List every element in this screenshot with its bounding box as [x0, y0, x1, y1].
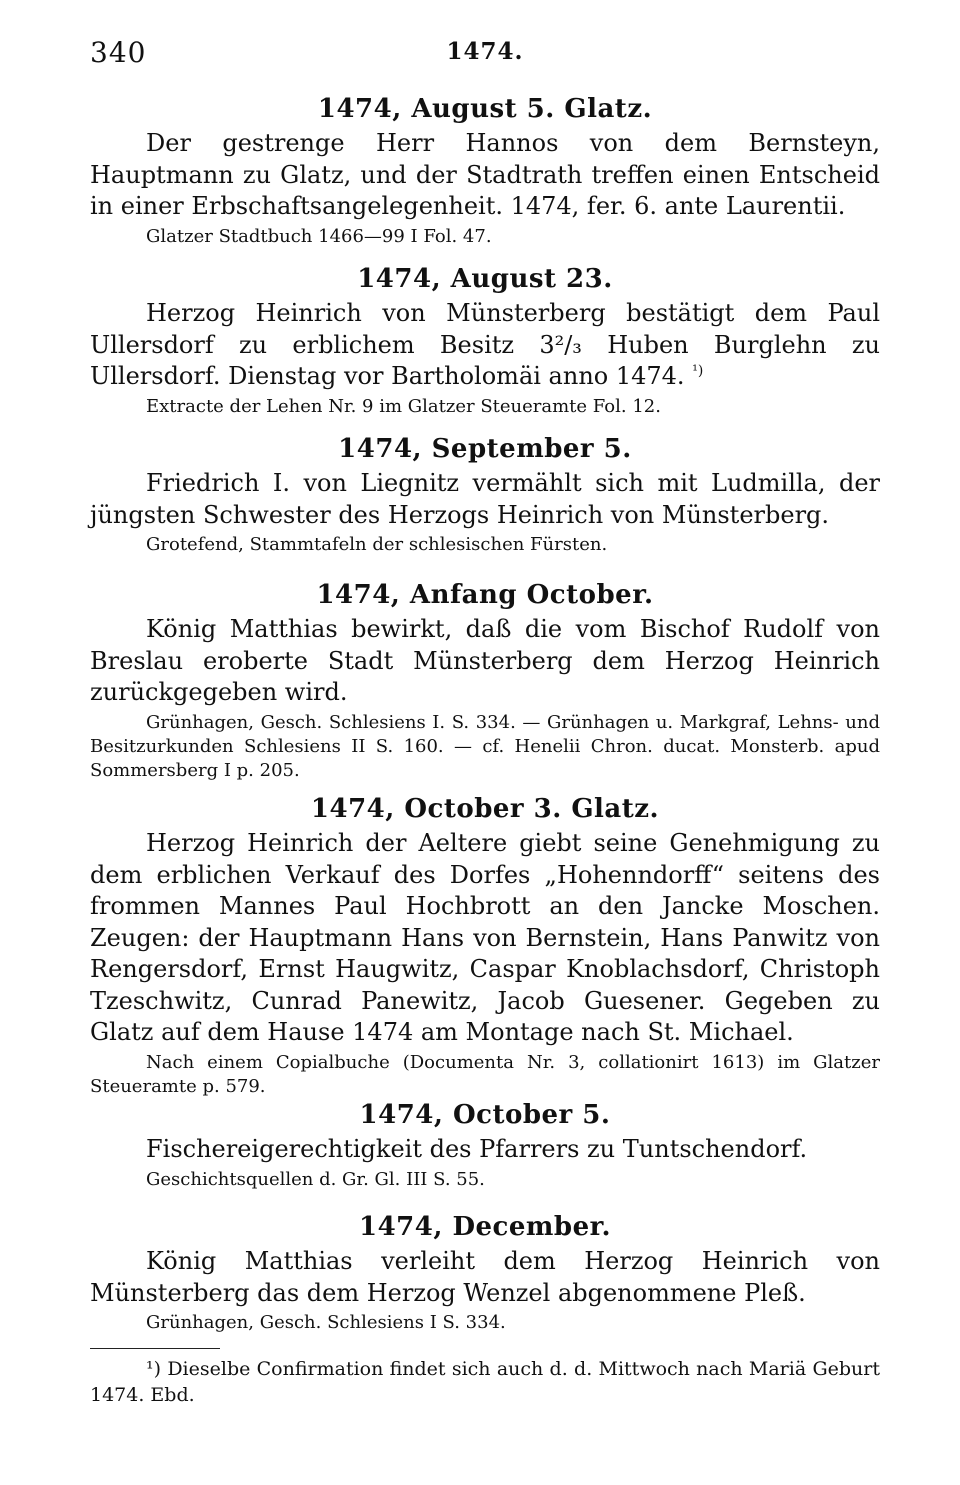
- running-head: [90, 36, 880, 70]
- entry-text: Herzog Heinrich von Münsterberg bestätigt dem Paul Ullersdorf zu erblichem Besitz 3²/₃ Huben Burglehn zu Ullersdorf. Dienstag vor Bartholomäi anno 1474.: [90, 299, 880, 390]
- entry-source: Grotefend, Stammtafeln der schlesischen Fürsten.: [146, 534, 608, 555]
- entry-heading: 1474, August 23.: [357, 264, 613, 294]
- footnote-text: Dieselbe Confirmation findet sich auch d. d. Mittwoch nach Mariä Geburt 1474. Ebd.: [90, 1358, 880, 1406]
- entry-1474-december: [90, 1210, 880, 1335]
- entry-heading: 1474, December.: [358, 1212, 612, 1242]
- footnote-marker: ¹): [146, 1358, 162, 1380]
- entry-1474-october-5: [90, 1098, 880, 1192]
- entry-heading: 1474, October 5.: [359, 1100, 611, 1130]
- entry-heading: 1474, Anfang October.: [316, 580, 654, 610]
- entry-text-container: [90, 298, 880, 393]
- entry-text: König Matthias bewirkt, daß die vom Bischof Rudolf von Breslau eroberte Stadt Münsterberg dem Herzog Heinrich zurückgegeben wird.: [90, 615, 880, 706]
- entry-source: Grünhagen, Gesch. Schlesiens I S. 334.: [146, 1312, 506, 1333]
- entry-source: Nach einem Copialbuche (Documenta Nr. 3, collationirt 1613) im Glatzer Steueramte p. 579.: [90, 1051, 880, 1097]
- entry-text: Herzog Heinrich der Aeltere giebt seine Genehmigung zu dem erblichen Verkauf des Dorfes „Hohenndorff“ seitens des frommen Mannes Paul Hochbrott an den Jancke Moschen. Zeugen: der Hauptmann Hans von Bernstein, Hans Panwitz von Rengersdorf, Ernst Haugwitz, Caspar Knoblachsdorf, Christoph Tzeschwitz, Cunrad Panewitz, Jacob Guesener. Gegeben zu Glatz auf dem Hause 1474 am Montage nach St. Michael.: [90, 829, 880, 1046]
- entry-1474-august-23: [90, 262, 880, 419]
- entry-1474-anfang-october: [90, 578, 880, 783]
- entry-source: Extracte der Lehen Nr. 9 im Glatzer Steueramte Fol. 12.: [146, 395, 661, 417]
- entry-1474-august-5: [90, 92, 880, 249]
- footnote-divider: [90, 1348, 220, 1349]
- entry-1474-september-5: [90, 432, 880, 557]
- entry-heading: 1474, September 5.: [338, 434, 632, 464]
- entry-1474-october-3: [90, 792, 880, 1099]
- page-number: 340: [90, 36, 147, 69]
- entry-source: Grünhagen, Gesch. Schlesiens I. S. 334. — Grünhagen u. Markgraf, Lehns- und Besitzurkunden Schlesiens II S. 160. — cf. Henelii Chron. ducat. Monsterb. apud Sommersberg I p. 205.: [90, 711, 880, 781]
- footnote-marker: ¹): [692, 363, 704, 379]
- entry-text: Der gestrenge Herr Hannos von dem Bernsteyn, Hauptmann zu Glatz, und der Stadtrath treffen einen Entscheid in einer Erbschaftsangelegenheit. 1474, fer. 6. ante Laurentii.: [90, 129, 880, 220]
- entry-text: Fischereigerechtigkeit des Pfarrers zu Tuntschendorf.: [146, 1135, 808, 1163]
- entry-text: König Matthias verleiht dem Herzog Heinrich von Münsterberg das dem Herzog Wenzel abgenommene Pleß.: [90, 1247, 880, 1307]
- running-title: 1474.: [446, 38, 524, 65]
- footnote: [90, 1356, 880, 1408]
- entry-heading: 1474, August 5. Glatz.: [317, 94, 653, 124]
- entry-source: Geschichtsquellen d. Gr. Gl. III S. 55.: [146, 1168, 485, 1190]
- entry-text: Friedrich I. von Liegnitz vermählt sich mit Ludmilla, der jüngsten Schwester des Herzogs Heinrich von Münsterberg.: [90, 469, 880, 529]
- entry-heading: 1474, October 3. Glatz.: [310, 794, 660, 824]
- entry-source: Glatzer Stadtbuch 1466—99 I Fol. 47.: [146, 225, 492, 247]
